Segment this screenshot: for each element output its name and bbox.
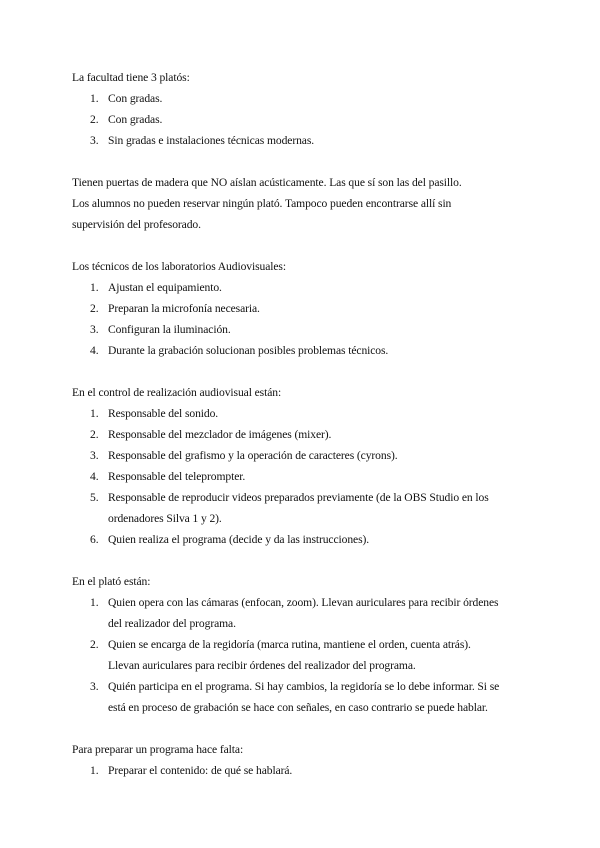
paragraph-line: Los alumnos no pueden reservar ningún plató. Tampoco pueden encontrarse allí sin [72, 197, 452, 210]
list-item-text: Llevan auriculares para recibir órdenes del realizador del programa. [108, 659, 416, 672]
list-item-text: está en proceso de grabación se hace con señales, en caso contrario se puede hablar. [108, 701, 488, 714]
list-item-text: Quien realiza el programa (decide y da las instrucciones). [108, 533, 370, 546]
list-number: 3. [90, 680, 99, 693]
numbered-list [72, 403, 532, 550]
list-number: 1. [90, 596, 99, 609]
list-item-text: ordenadores Silva 1 y 2). [108, 512, 222, 525]
list-number: 6. [90, 533, 99, 546]
document-page [72, 67, 532, 781]
list-item-text: Responsable del sonido. [108, 407, 219, 420]
list-number: 3. [90, 323, 99, 336]
list-item [72, 130, 532, 151]
list-item-text: Quien opera con las cámaras (enfocan, zoom). Llevan auriculares para recibir órdenes [108, 596, 499, 609]
list-item [72, 88, 532, 109]
section-intro: La facultad tiene 3 platós: [72, 71, 190, 84]
numbered-list [72, 277, 532, 361]
list-number: 3. [90, 449, 99, 462]
list-item [72, 760, 532, 781]
list-item [72, 466, 532, 487]
list-item-text: Ajustan el equipamiento. [108, 281, 222, 294]
list-item-text: Configuran la iluminación. [108, 323, 231, 336]
list-item [72, 487, 532, 529]
list-item [72, 676, 532, 718]
list-number: 1. [90, 281, 99, 294]
list-number: 2. [90, 302, 99, 315]
list-number: 5. [90, 491, 99, 504]
list-item [72, 109, 532, 130]
paragraph-line: supervisión del profesorado. [72, 218, 201, 231]
numbered-list [72, 88, 532, 151]
section-intro: En el plató están: [72, 575, 151, 588]
list-item-text: Responsable del grafismo y la operación de caracteres (cyrons). [108, 449, 398, 462]
section-intro: En el control de realización audiovisual están: [72, 386, 282, 399]
list-item [72, 403, 532, 424]
list-item-text: Con gradas. [108, 113, 163, 126]
list-item [72, 298, 532, 319]
list-number: 1. [90, 764, 99, 777]
section-intro: Los técnicos de los laboratorios Audiovisuales: [72, 260, 286, 273]
list-item [72, 445, 532, 466]
list-item-text: del realizador del programa. [108, 617, 236, 630]
list-number: 1. [90, 407, 99, 420]
list-number: 4. [90, 470, 99, 483]
list-item-text: Sin gradas e instalaciones técnicas modernas. [108, 134, 315, 147]
list-item-text: Responsable de reproducir videos preparados previamente (de la OBS Studio en los [108, 491, 489, 504]
list-item-text: Preparar el contenido: de qué se hablará. [108, 764, 293, 777]
numbered-list [72, 760, 532, 781]
list-item-text: Preparan la microfonía necesaria. [108, 302, 260, 315]
list-number: 4. [90, 344, 99, 357]
list-number: 2. [90, 638, 99, 651]
list-item-text: Quién participa en el programa. Si hay cambios, la regidoría se lo debe informar. Si se [108, 680, 500, 693]
list-item-text: Quien se encarga de la regidoría (marca rutina, mantiene el orden, cuenta atrás). [108, 638, 471, 651]
list-item [72, 277, 532, 298]
list-number: 2. [90, 428, 99, 441]
list-item-text: Responsable del teleprompter. [108, 470, 246, 483]
list-item-text: Con gradas. [108, 92, 163, 105]
numbered-list [72, 592, 532, 718]
list-item-text: Responsable del mezclador de imágenes (mixer). [108, 428, 332, 441]
list-item [72, 634, 532, 676]
section-intro: Para preparar un programa hace falta: [72, 743, 244, 756]
list-item [72, 340, 532, 361]
paragraph-line: Tienen puertas de madera que NO aíslan acústicamente. Las que sí son las del pasillo. [72, 176, 462, 189]
list-item-text: Durante la grabación solucionan posibles problemas técnicos. [108, 344, 389, 357]
list-number: 2. [90, 113, 99, 126]
paragraph [72, 172, 532, 235]
list-item [72, 529, 532, 550]
list-item [72, 592, 532, 634]
list-number: 1. [90, 92, 99, 105]
list-item [72, 424, 532, 445]
list-number: 3. [90, 134, 99, 147]
list-item [72, 319, 532, 340]
